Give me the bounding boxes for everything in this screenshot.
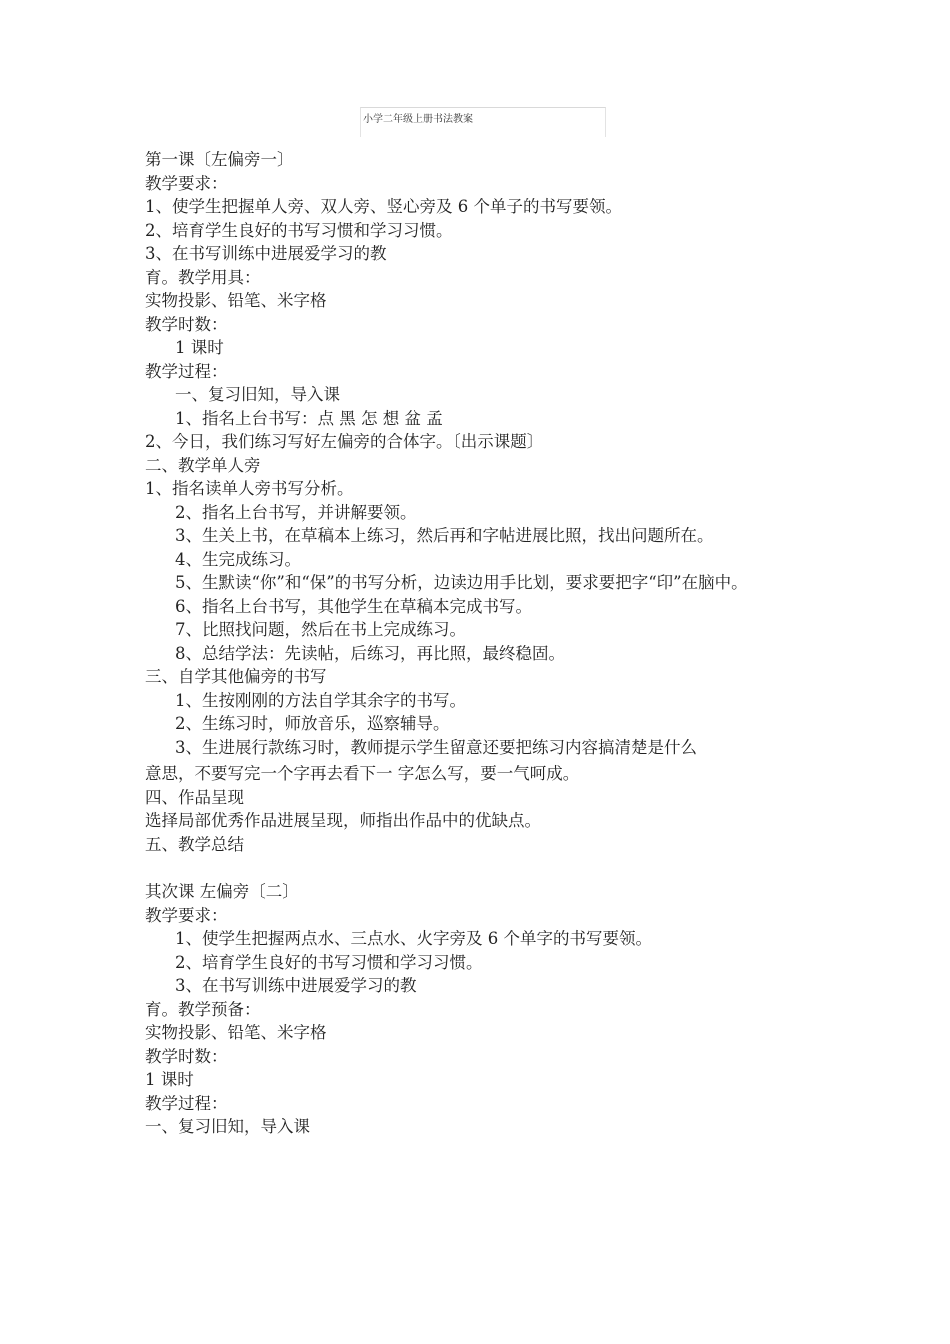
document-body [145, 148, 805, 1139]
lesson1-tools: 实物投影、铅笔、米字格 [145, 291, 327, 310]
lesson1-s2-item3: 3、生关上书，在草稿本上练习，然后再和字帖进展比照，找出问题所在。 [175, 526, 714, 545]
lesson1-s2-item1: 1、指名读单人旁书写分析。 [145, 479, 354, 498]
lesson1-tools-line: 育。教学用具： [145, 267, 261, 287]
lesson1-s5-title: 五、教学总结 [145, 834, 244, 854]
lesson1-s2-item6: 6、指名上台书写，其他学生在草稿本完成书写。 [175, 596, 532, 616]
lesson2-s1-title: 一、复习旧知，导入课 [145, 1117, 310, 1136]
lesson2-req2: 2、培育学生良好的书写习惯和学习习惯。 [175, 952, 483, 972]
lesson1-s1-item2: 2、今日，我们练习写好左偏旁的合体字。〔出示课题〕 [145, 432, 544, 451]
lesson1-s2-item5: 5、生默读“你”和“保”的书写分析，边读边用手比划，要求要把字“印”在脑中。 [175, 573, 748, 592]
lesson1-s1-item1: 1、指名上台书写：点 黑 怎 想 盆 孟 [175, 408, 443, 428]
lesson1-req-label: 教学要求： [145, 173, 228, 193]
lesson1-s2-item4: 4、生完成练习。 [175, 549, 301, 569]
lesson1-req1: 1、使学生把握单人旁、双人旁、竖心旁及 6 个单子的书写要领。 [145, 197, 622, 216]
lesson1-s1-title: 一、复习旧知，导入课 [175, 385, 340, 404]
lesson1-s3-item3: 3、生进展行款练习时，教师提示学生留意还要把练习内容搞清楚是什么 [175, 737, 697, 757]
lesson1-hours-label: 教学时数： [145, 314, 228, 334]
lesson1-req2: 2、培育学生良好的书写习惯和学习习惯。 [145, 220, 453, 240]
lesson1-s3-item1: 1、生按刚刚的方法自学其余字的书写。 [175, 690, 466, 710]
lesson2-hours: 1 课时 [145, 1070, 194, 1089]
lesson1-s2-item8: 8、总结学法：先读帖，后练习，再比照，最终稳固。 [175, 643, 565, 663]
header-title: 小学二年级上册书法教案 [363, 114, 473, 125]
lesson1-title: 第一课〔左偏旁一〕 [145, 150, 294, 169]
lesson2-title: 其次课 左偏旁〔二〕 [145, 882, 299, 901]
lesson1-s2-item7: 7、比照找问题，然后在书上完成练习。 [175, 620, 466, 639]
lesson2-req-label: 教学要求： [145, 905, 228, 925]
lesson2-req1: 1、使学生把握两点水、三点水、火字旁及 6 个单字的书写要领。 [175, 929, 652, 948]
lesson1-s2-title: 二、教学单人旁 [145, 455, 261, 475]
lesson1-hours: 1 课时 [175, 338, 224, 357]
lesson1-s4-title: 四、作品呈现 [145, 787, 244, 807]
lesson1-s4-text: 选择局部优秀作品进展呈现，师指出作品中的优缺点。 [145, 811, 541, 830]
lesson2-prep-line: 育。教学预备： [145, 999, 261, 1019]
lesson2-tools: 实物投影、铅笔、米字格 [145, 1023, 327, 1042]
lesson1-s3-item2: 2、生练习时，师放音乐，巡察辅导。 [175, 714, 450, 733]
lesson1-s3-item3-cont: 意思，不要写完一个字再去看下一 字怎么写，要一气呵成。 [145, 764, 580, 783]
lesson1-process-label: 教学过程： [145, 361, 228, 381]
lesson2-process-label: 教学过程： [145, 1093, 228, 1113]
lesson2-hours-label: 教学时数： [145, 1046, 228, 1066]
lesson2-req3: 3、在书写训练中进展爱学习的教 [175, 976, 417, 995]
page-header [360, 107, 606, 137]
lesson1-s3-title: 三、自学其他偏旁的书写 [145, 667, 327, 686]
lesson1-s2-item2: 2、指名上台书写，并讲解要领。 [175, 502, 417, 522]
lesson1-req3: 3、在书写训练中进展爱学习的教 [145, 244, 387, 263]
